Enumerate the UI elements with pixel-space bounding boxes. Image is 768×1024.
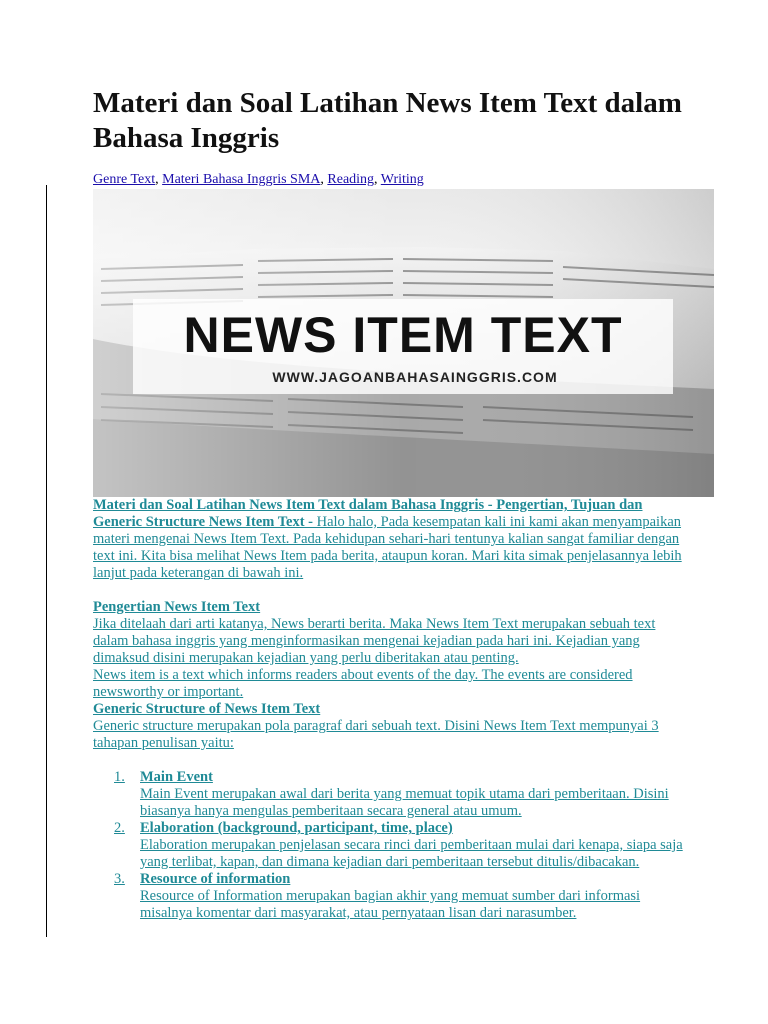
list-item xyxy=(93,820,683,871)
list-number: 2. xyxy=(114,820,125,836)
list-item xyxy=(93,769,683,820)
category-materi-sma[interactable]: Materi Bahasa Inggris SMA xyxy=(162,172,321,187)
article-body xyxy=(93,497,683,922)
step-description: Main Event merupakan awal dari berita yang memuat topik utama dari pemberitaan. Disini biasanya hanya mengulas pemberitaan secara general atau umum. xyxy=(140,786,669,819)
intro-text: Halo halo, Pada kesempatan kali ini kami akan menyampaikan materi mengenai News Item Text. Pada kehidupan sehari-hari tentunya kalian sangat familiar dengan text ini. Kita bisa melihat News Item pada berita, ataupun koran. Mari kita simak penjelasannya lebih lanjut pada keterangan di bawah ini. xyxy=(93,514,682,581)
hero-site-url: WWW.JAGOANBAHASAINGGRIS.COM xyxy=(272,369,558,385)
hero-newspaper-image xyxy=(93,189,714,497)
newspaper-illustration xyxy=(93,189,714,497)
structure-list xyxy=(93,769,683,922)
category-links: Genre Text, Materi Bahasa Inggris SMA, Reading, Writing xyxy=(93,172,424,187)
step-title: Resource of information xyxy=(140,871,291,887)
list-item xyxy=(93,871,683,922)
intro-paragraph xyxy=(93,497,683,582)
step-title: Main Event xyxy=(140,769,213,785)
page-title: Materi dan Soal Latihan News Item Text dalam Bahasa Inggris xyxy=(93,87,682,154)
step-description: Elaboration merupakan penjelasan secara rinci dari pemberitaan mulai dari kenapa, siapa saja yang terlibat, kapan, dan dimana kejadian dari pemberitaan tersebut ditulis/dibacakan. xyxy=(140,837,683,870)
step-title: Elaboration (background, participant, time, place) xyxy=(140,820,453,836)
category-writing[interactable]: Writing xyxy=(380,172,424,187)
list-number: 3. xyxy=(114,871,125,887)
category-genre-text[interactable]: Genre Text xyxy=(93,172,156,187)
generic-text: Generic structure merupakan pola paragraf dari sebuah text. Disini News Item Text mempunyai 3 tahapan penulisan yaitu: xyxy=(93,718,659,751)
hero-headline: NEWS ITEM TEXT xyxy=(183,307,623,363)
category-reading[interactable]: Reading xyxy=(327,172,375,187)
pengertian-english: News item is a text which informs readers about events of the day. The events are considered newsworthy or important. xyxy=(93,667,633,700)
generic-heading: Generic Structure of News Item Text xyxy=(93,701,321,717)
pengertian-indo: Jika ditelaah dari arti katanya, News berarti berita. Maka News Item Text merupakan sebuah text dalam bahasa inggris yang menginformasikan mengenai kejadian pada hari ini. Kejadian yang dimaksud disini merupakan kejadian yang perlu diberitakan atau penting. xyxy=(93,616,656,666)
list-number: 1. xyxy=(114,769,125,785)
left-margin-line xyxy=(46,185,47,937)
step-description: Resource of Information merupakan bagian akhir yang memuat sumber dari informasi misalnya komentar dari masyarakat, atau pernyataan lisan dari narasumber. xyxy=(140,888,641,921)
intro-lead: Materi dan Soal Latihan News Item Text dalam Bahasa Inggris - Pengertian, Tujuan dan Generic Structure News Item Text - xyxy=(93,497,643,530)
pengertian-heading: Pengertian News Item Text xyxy=(93,599,261,615)
